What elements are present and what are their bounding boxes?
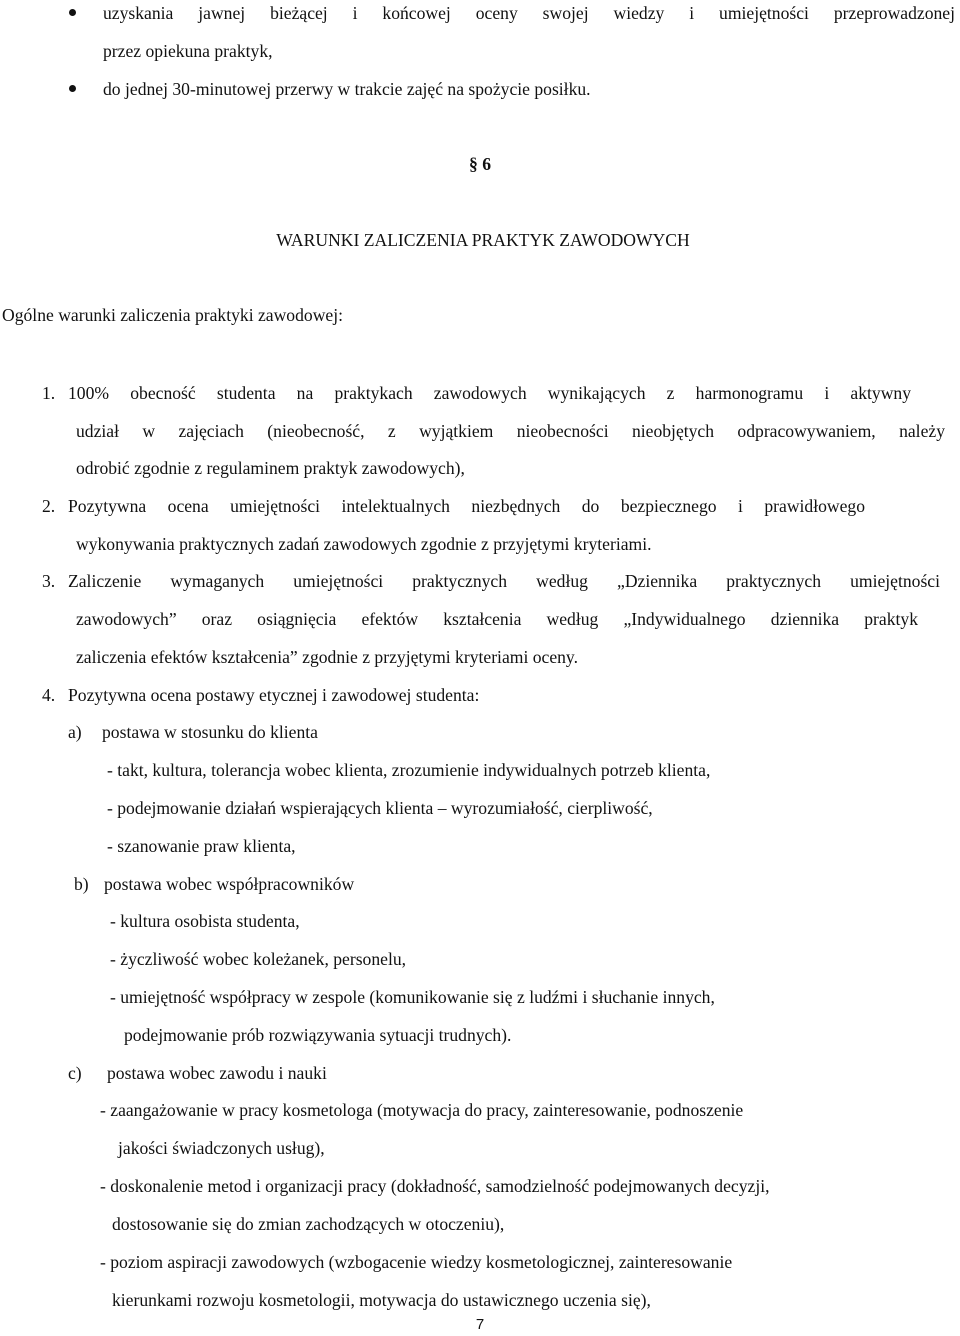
item-line: udział w zajęciach (nieobecność, z wyjątkiem nieobecności nieobjętych odpracowywaniem, należy [76, 421, 945, 441]
sub-label-a: a) [68, 722, 82, 742]
item-number: 2. [42, 496, 56, 516]
item-number: 4. [42, 685, 56, 705]
sub-a-line: - podejmowanie działań wspierających klienta – wyrozumiałość, cierpliwość, [107, 798, 653, 818]
bullet-dot [69, 85, 76, 92]
intro-text: Ogólne warunki zaliczenia praktyki zawodowej: [2, 305, 343, 325]
sub-b-line: podejmowanie prób rozwiązywania sytuacji trudnych). [124, 1025, 512, 1045]
item-line: wykonywania praktycznych zadań zawodowych zgodnie z przyjętymi kryteriami. [76, 534, 652, 554]
bullet-line: przez opiekuna praktyk, [103, 41, 273, 61]
item-number: 1. [42, 383, 56, 403]
sub-label-c: c) [68, 1063, 82, 1083]
sub-b-line: - życzliwość wobec koleżanek, personelu, [110, 949, 407, 969]
sub-c-line: - zaangażowanie w pracy kosmetologa (motywacja do pracy, zainteresowanie, podnoszenie [100, 1100, 744, 1120]
sub-a-line: - takt, kultura, tolerancja wobec klienta, zrozumienie indywidualnych potrzeb klienta, [107, 760, 711, 780]
bullet-line: uzyskania jawnej bieżącej i końcowej oceny swojej wiedzy i umiejętności przeprowadzonej [103, 3, 955, 23]
section-number: § 6 [469, 154, 491, 174]
item-line: Pozytywna ocena umiejętności intelektualnych niezbędnych do bezpiecznego i prawidłowego [68, 496, 865, 516]
sub-title-a: postawa w stosunku do klienta [102, 722, 318, 742]
sub-c-line: kierunkami rozwoju kosmetologii, motywacja do ustawicznego uczenia się), [112, 1290, 651, 1310]
sub-label-b: b) [74, 874, 89, 894]
sub-c-line: jakości świadczonych usług), [118, 1138, 325, 1158]
sub-c-line: dostosowanie się do zmian zachodzących w otoczeniu), [112, 1214, 505, 1234]
bullet-line: do jednej 30-minutowej przerwy w trakcie zajęć na spożycie posiłku. [103, 79, 591, 99]
item-line: zaliczenia efektów kształcenia” zgodnie z przyjętymi kryteriami oceny. [76, 647, 578, 667]
sub-c-line: - doskonalenie metod i organizacji pracy (dokładność, samodzielność podejmowanych decyzji, [100, 1176, 770, 1196]
sub-b-line: - umiejętność współpracy w zespole (komunikowanie się z ludźmi i słuchanie innych, [110, 987, 715, 1007]
section-title: WARUNKI ZALICZENIA PRAKTYK ZAWODOWYCH [276, 230, 690, 250]
bullet-dot [69, 9, 76, 16]
sub-title-b: postawa wobec współpracowników [104, 874, 355, 894]
sub-b-line: - kultura osobista studenta, [110, 911, 300, 931]
item-line: 100% obecność studenta na praktykach zawodowych wynikających z harmonogramu i aktywny [68, 383, 911, 403]
sub-title-c: postawa wobec zawodu i nauki [107, 1063, 327, 1083]
item-line: odrobić zgodnie z regulaminem praktyk zawodowych), [76, 458, 465, 478]
sub-c-line: - poziom aspiracji zawodowych (wzbogacenie wiedzy kosmetologicznej, zainteresowanie [100, 1252, 733, 1272]
item-number: 3. [42, 571, 56, 591]
page-number: 7 [475, 1316, 485, 1333]
item-line: Zaliczenie wymaganych umiejętności praktycznych według „Dziennika praktycznych umiejętności [68, 571, 940, 591]
sub-a-line: - szanowanie praw klienta, [107, 836, 296, 856]
item-line: Pozytywna ocena postawy etycznej i zawodowej studenta: [68, 685, 480, 705]
item-line: zawodowych” oraz osiągnięcia efektów kształcenia według „Indywidualnego dziennika praktyk [76, 609, 918, 629]
